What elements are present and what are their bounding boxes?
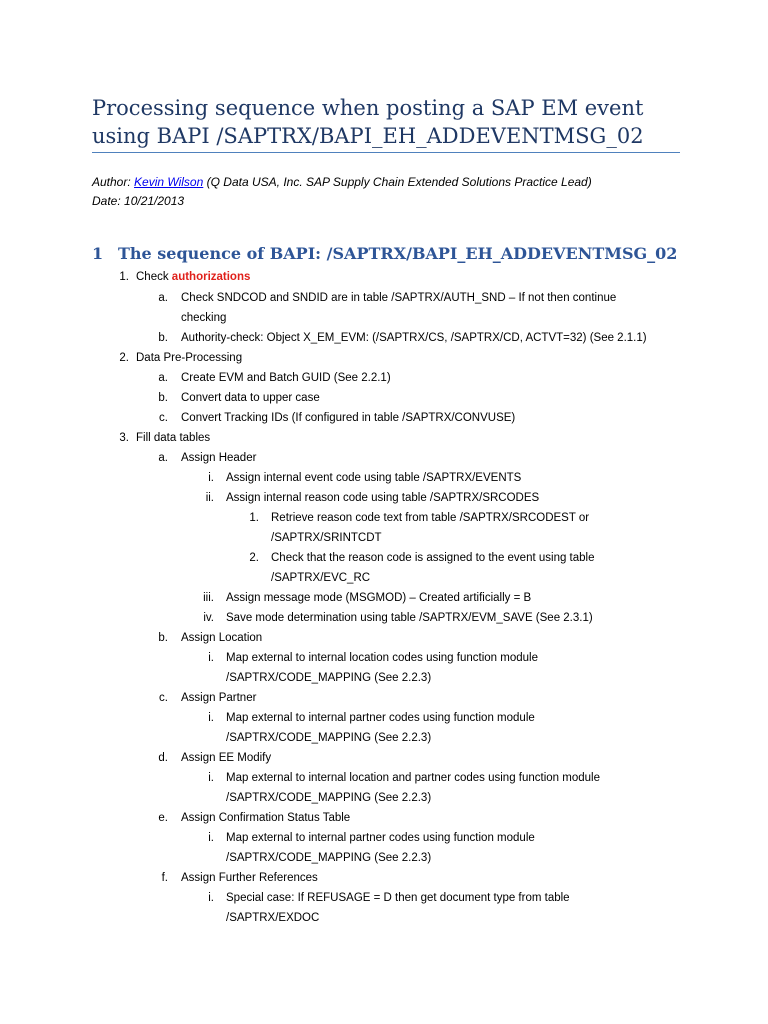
list-text: Check SNDCOD and SNDID are in table /SAPTRX/AUTH_SND – If not then continue (181, 292, 617, 304)
list-marker: i. (208, 772, 214, 784)
list-text: Save mode determination using table /SAPTRX/EVM_SAVE (See 2.3.1) (226, 612, 593, 624)
list-text: Assign Further References (181, 872, 318, 884)
list-text: Map external to internal partner codes using function module (226, 712, 535, 724)
list-text-continuation: checking (181, 312, 227, 324)
date-line: Date: 10/21/2013 (92, 194, 185, 208)
list-text-continuation: /SAPTRX/SRINTCDT (271, 532, 382, 544)
list-text-continuation: /SAPTRX/CODE_MAPPING (See 2.2.3) (226, 672, 432, 684)
list-marker: d. (158, 752, 168, 764)
list-text: Assign EE Modify (181, 752, 272, 764)
list-text-continuation: /SAPTRX/CODE_MAPPING (See 2.2.3) (226, 852, 432, 864)
author-detail: (Q Data USA, Inc. SAP Supply Chain Extended Solutions Practice Lead) (203, 175, 592, 189)
list-text: Assign Location (181, 632, 263, 644)
list-marker: b. (158, 332, 168, 344)
list-text: Create EVM and Batch GUID (See 2.2.1) (181, 372, 391, 384)
list-text-continuation: /SAPTRX/CODE_MAPPING (See 2.2.3) (226, 732, 432, 744)
list-text: Assign Partner (181, 692, 257, 704)
list-marker: c. (159, 412, 168, 424)
list-text: Assign Confirmation Status Table (181, 812, 351, 824)
list-marker: a. (158, 372, 168, 384)
list-text: Convert data to upper case (181, 392, 320, 404)
list-marker: i. (208, 712, 214, 724)
document-title: Processing sequence when posting a SAP EM event using BAPI /SAPTRX/BAPI_EH_ADDEVENTMSG_02 (92, 96, 644, 148)
list-marker: 1. (249, 512, 259, 524)
list-text: Map external to internal location codes using function module (226, 652, 538, 664)
list-marker: i. (208, 892, 214, 904)
author-link[interactable]: Kevin Wilson (134, 175, 204, 189)
list-text: Assign internal reason code using table /SAPTRX/SRCODES (226, 492, 540, 504)
author-line (92, 175, 592, 189)
list-marker: f. (161, 872, 168, 884)
list-text: Retrieve reason code text from table /SAPTRX/SRCODEST or (271, 512, 590, 524)
list-text-continuation: /SAPTRX/EXDOC (226, 912, 320, 924)
list-text-continuation: /SAPTRX/EVC_RC (271, 572, 371, 584)
list-marker: 1. (119, 271, 129, 283)
list-marker: iii. (203, 592, 214, 604)
list-text: Special case: If REFUSAGE = D then get document type from table (226, 892, 570, 904)
list-marker: b. (158, 632, 168, 644)
list-marker: c. (159, 692, 168, 704)
list-marker: iv. (203, 612, 214, 624)
list-text: Fill data tables (136, 432, 211, 444)
section-number: 1 (92, 244, 104, 263)
list-text: Check that the reason code is assigned to the event using table (271, 552, 595, 564)
section-title: The sequence of BAPI: /SAPTRX/BAPI_EH_ADDEVENTMSG_02 (118, 244, 678, 263)
list-marker: 3. (119, 432, 129, 444)
list-text-continuation: /SAPTRX/CODE_MAPPING (See 2.2.3) (226, 792, 432, 804)
list-marker: a. (158, 292, 168, 304)
section-heading (92, 244, 677, 263)
list-marker: i. (208, 832, 214, 844)
list-text: Check authorizations (136, 271, 251, 283)
list-marker: i. (208, 652, 214, 664)
author-label: Author: (92, 175, 135, 189)
list-text: Map external to internal location and partner codes using function module (226, 772, 600, 784)
list-text: Assign message mode (MSGMOD) – Created artificially = B (226, 592, 532, 604)
list-text: Assign internal event code using table /SAPTRX/EVENTS (226, 472, 522, 484)
list-text: Convert Tracking IDs (If configured in table /SAPTRX/CONVUSE) (181, 412, 516, 424)
authorizations-highlight: authorizations (171, 271, 251, 283)
list-marker: a. (158, 452, 168, 464)
list-marker: 2. (249, 552, 259, 564)
list-marker: b. (158, 392, 168, 404)
list-marker: e. (158, 812, 168, 824)
list-text: Authority-check: Object X_EM_EVM: (/SAPTRX/CS, /SAPTRX/CD, ACTVT=32) (See 2.1.1) (181, 332, 647, 344)
list-text: Assign Header (181, 452, 257, 464)
title-rule (92, 152, 680, 153)
list-marker: ii. (205, 492, 214, 504)
list-marker: 2. (119, 352, 129, 364)
list-marker: i. (208, 472, 214, 484)
list-text: Map external to internal partner codes using function module (226, 832, 535, 844)
list-text: Data Pre-Processing (136, 352, 243, 364)
